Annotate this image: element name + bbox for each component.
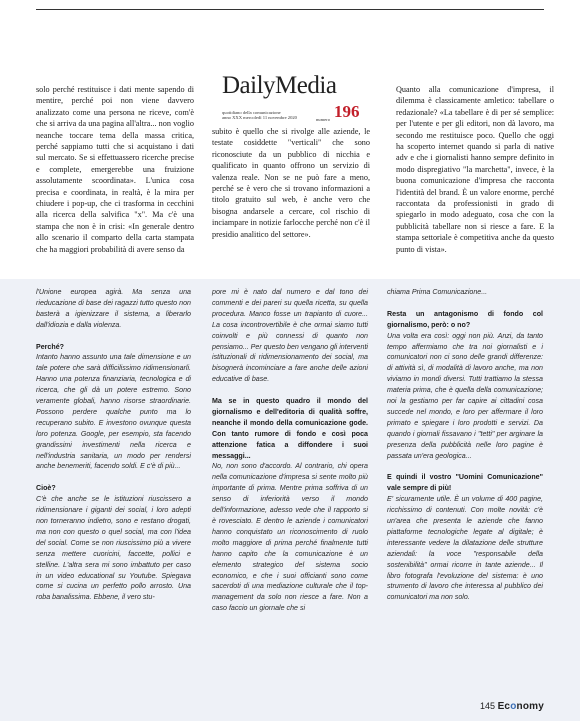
interview-question: Cioè?: [36, 484, 56, 493]
upper-column-3-text: Quanto alla comunicazione d'impresa, il dilemma è classicamente amletico: tabellare o redazionale? «La tabellare è di per sé semplice: per l'utente e per gli editori, non dà lavoro, ma secondo me restituisce poco. Quello che oggi ha scoperto internet quando si parla di native adv e che i giornalisti hanno sempre definito in modo dispregiativo "la marchetta", invece, è la buona comunicazione d'impresa che racconta l'identità del brand. È un valore enorme, perché raccontata da professionisti in grado di spiegarlo in modo adeguato, cosa che con la pubblicità tabellare non si riesce a fare. E la stampa settoriale è competitiva anche da questo punto di vista».: [396, 85, 554, 254]
interview-answer: C'è che anche se le istituzioni riuscissero a ridimensionare i giganti dei social, i loro adepti non torneranno indietro, sono e restano drogati, ma non con questo o quel social, ma con l'idea del social. Come se non riuscissimo più a vivere senza mettere cuoricini, faccette, pollici e stelline. L'altra sera mi sono imbattuto per caso in un video educational su Youtube. Spiegava come si cucina un perfetto pollo arrosto. Una roba banalissima. Ebbene, il vero stu-: [36, 495, 191, 602]
interview-question: Perché?: [36, 342, 64, 351]
upper-column-2-text: subito è quello che si rivolge alle aziende, le testate cosiddette "verticali" che sono riconosciute da un pubblico di nicchia e qualificato in quanto offrono un servizio di valenza reale. Non se ne può fare a meno, perché se è vero che si trovano informazioni a titolo gratuito sul web, è anche vero che bisogna andarsele a cercare, col rischio di inciampare in notizie farlocche perché non c'è il presidio analitico del settore».: [212, 127, 370, 239]
interview-answer: Intanto hanno assunto una tale dimensione e un tale potere che sarà difficilissimo ridimensionarli. Hanno una potenza finanziaria, tecnologica e di ricerca, che gli dà un potere estremo. Sono veramente globali, hanno risorse straordinarie. Possono perdere qualche punto ma lo recuperano subito. E investono ovunque questa loro potenza. Google, per esempio, sta facendo grandissimi investimenti nella ricerca e nell'industria sanitaria, un modo per rendersi anche benemeriti, facendo soldi. E c'è di più...: [36, 353, 191, 471]
masthead-brand-part2: Media: [275, 72, 337, 99]
interview-question: Resta un antagonismo di fondo col giornalismo, però: o no?: [387, 309, 543, 329]
interview-answer: chiama Prima Comunicazione...: [387, 288, 488, 296]
interview-answer: l'Unione europea agirà. Ma senza una rieducazione di base dei ragazzi tutto questo non basterà a igienizzare il sistema, a liberarlo dall'idiozia e dalla violenza.: [36, 288, 191, 329]
interview-question: Ma se in questo quadro il mondo del giornalismo e dell'editoria di qualità soffre, neanche il mondo della comunicazione gode. Con tanto rumore di fondo e così poca attenzione fatica a diffondere i suoi messaggi...: [212, 397, 368, 460]
dailymedia-masthead: [212, 72, 370, 122]
economy-logo-part1: Ec: [497, 701, 511, 712]
page-folio: [480, 701, 544, 712]
upper-column-2: [212, 72, 370, 240]
paragraph-gap: [36, 472, 191, 483]
upper-column-1: [36, 84, 194, 255]
page-number: 145: [480, 701, 496, 711]
economy-logo-part3: nomy: [516, 701, 544, 712]
upper-column-3: [396, 84, 554, 255]
masthead-brand: [222, 72, 337, 99]
interview-column-3: [387, 287, 543, 603]
paragraph-gap: [212, 385, 368, 396]
top-rule: [36, 9, 544, 10]
masthead-info-line2: anno XXX mercoledì 11 novembre 2020: [222, 115, 297, 121]
masthead-info-line1: quotidiano della comunicazione: [222, 110, 281, 115]
masthead-number: 196: [334, 102, 360, 121]
interview-answer: No, non sono d'accordo. Al contrario, chi opera nella comunicazione d'impresa si sente molto più importante di prima. Mentre prima soffriva di un senso di inferiorità verso il mondo dell'informazione, adesso vede che il rapporto si è rovesciato. E dentro le aziende i comunicatori hanno conquistato un riconoscimento di ruolo molto maggiore di prima perché finalmente tutti hanno capito che la comunicazione è un elemento strategico del sistema socio economico, e che i suoi officianti sono come sacerdoti di una mediazione culturale che il top-management da solo non riesce a fare. Non a caso faccio un giornale che si: [212, 462, 368, 613]
paragraph-gap: [387, 298, 543, 309]
interview-question: E quindi il vostro "Uomini Comunicazione" vale sempre di più!: [387, 473, 543, 493]
upper-column-1-text: solo perché restituisce i dati mente sapendo di mentire, perché poi non viene davvero analizzato come una persona ne riceve, com'è che si arriva da una pagina all'altra... non voglio neanche toccare tema della massa critica, perché sappiamo tutti che si acquistano i dati sul mercato. Se si effettuassero ricerche precise e complete, emergerebbe una fruizione assolutamente scoordinata». L'unica cosa precisa e coordinata, in realtà, è la mira per chiudere i pop-up, che ci trasforma in cecchini alla ricerca della salvifica "x". Ma c'è una stampa che non è in crisi: «In generale dentro allo scenario il comparto della carta stampata che ha maggiori probabilità di avere senso da: [36, 85, 194, 254]
masthead-number-label: numero: [316, 117, 331, 122]
interview-answer: E' sicuramente utile. È un volume di 400 pagine, ricchissimo di contenuti. Con molte novità: c'è un'area che presenta le aziende che fanno piattaforme tecnologiche legate al digitale; è interessante vedere la dilatazione delle strutture aziendali: la voce "responsabile della sostenibilità" ormai ricorre in tante aziende... Il libro fotografa l'evoluzione del sistema: è uno strumento di lavoro che interessa al pubblico dei comunicatori ma non solo.: [387, 495, 543, 602]
economy-logo-accent: o: [510, 701, 517, 712]
paragraph-gap: [36, 331, 191, 342]
interview-answer: Una volta era così: oggi non più. Anzi, da tanto tempo affermiamo che tra noi giornalisti e i comunicatori non ci sono delle grandi differenze: di attività sì, di modalità di lavoro anche, ma non viviamo in mondi diversi. Tutti trattiamo la stessa materia prima, che è quella della comunicazione; noi la gestiamo per far capire ai cittadini cosa succede nel mondo, e loro per affermare il loro primato e spiegare i loro prodotti e servizi. Da quando i giornali fissavano i "tetti" per arginare la presenza della pubblicità nelle loro pagine è passata un'era geologica...: [387, 331, 543, 460]
interview-answer: pore mi è nato dal numero e dal tono dei commenti e dei pareri su quella ricetta, su quella procedura. Manco fosse un trapianto di cuore... La cosa incontrovertibile è che ormai siamo tutti coinvolti e più connessi di quanto non pensiamo... Per questo ben vengano gli interventi istituzionali di ridimensionamento dei social, ma bisognerà incominciare a fare anche delle azioni educative di base.: [212, 288, 368, 384]
masthead-info: [222, 110, 327, 120]
economy-logo: [498, 701, 544, 712]
interview-panel: [0, 279, 580, 721]
upper-article: [36, 72, 554, 266]
interview-column-1: [36, 287, 191, 603]
paragraph-gap: [387, 461, 543, 472]
masthead-brand-part1: Daily: [222, 72, 276, 99]
interview-column-2: [212, 287, 368, 614]
